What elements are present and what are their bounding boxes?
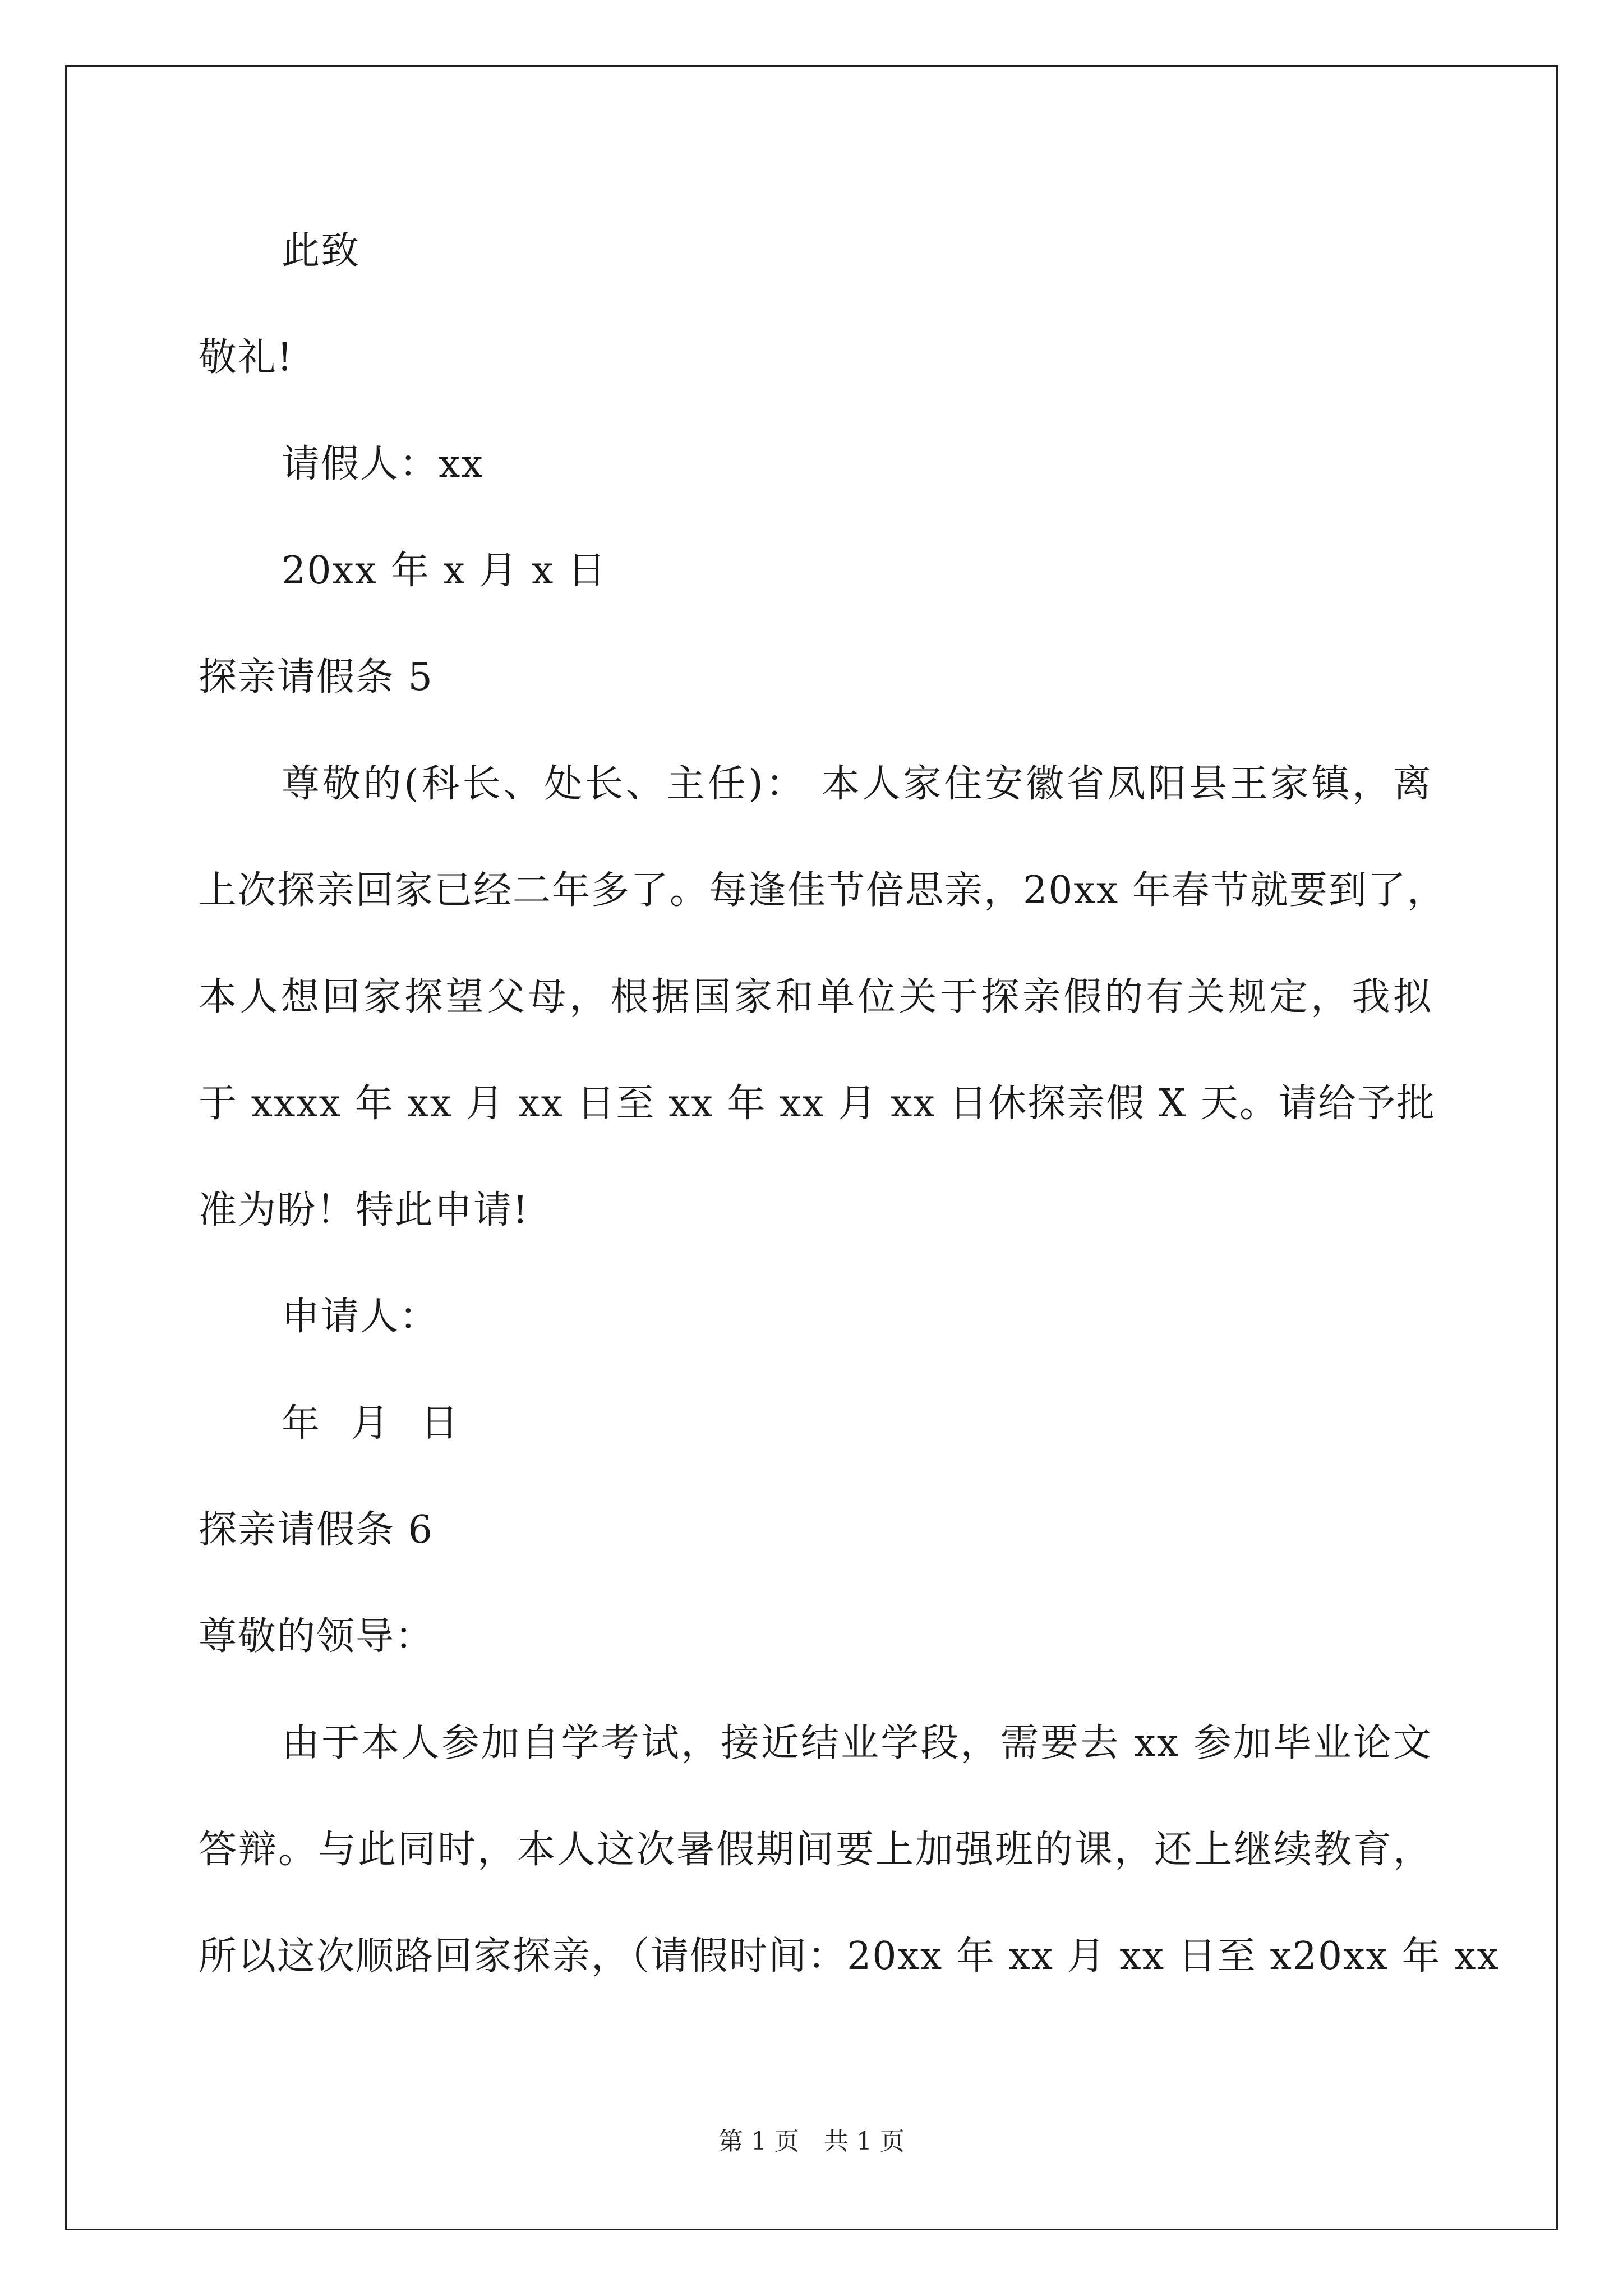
page-border (65, 65, 1558, 2230)
body-paragraph-line: 于 xxxx 年 xx 月 xx 日至 xx 年 xx 月 xx 日休探亲假 X 天。请给予批 (199, 1082, 1436, 1126)
closing-salutation: 此致 (282, 229, 361, 273)
salutation-line: 尊敬的领导： (199, 1614, 435, 1659)
body-paragraph-line: 由于本人参加自学考试，接近结业学段，需要去 xx 参加毕业论文 (282, 1721, 1432, 1765)
body-paragraph-line: 本人想回家探望父母，根据国家和单位关于探亲假的有关规定，我拟 (199, 975, 1432, 1019)
body-paragraph-line: 准为盼！特此申请! (199, 1188, 529, 1232)
date-line: 20xx 年 x 月 x 日 (282, 549, 607, 593)
body-paragraph-line: 上次探亲回家已经二年多了。每逢佳节倍思亲，20xx 年春节就要到了， (199, 868, 1446, 913)
page-footer: 第 1 页 共 1 页 (718, 2127, 905, 2156)
section-heading-5: 探亲请假条 5 (199, 655, 434, 700)
body-paragraph-line: 答辩。与此同时，本人这次暑假期间要上加强班的课，还上继续教育， (199, 1828, 1432, 1872)
section-heading-6: 探亲请假条 6 (199, 1508, 434, 1552)
closing-respect: 敬礼! (199, 335, 294, 380)
requester-line: 请假人：xx (282, 442, 484, 486)
date-blank-line: 年 月 日 (282, 1401, 460, 1446)
body-paragraph-line: 所以这次顺路回家探亲，（请假时间：20xx 年 xx 月 xx 日至 x20xx 年 xx (199, 1934, 1500, 1978)
body-paragraph-line: 尊敬的(科长、处长、主任)： 本人家住安徽省凤阳县王家镇，离 (282, 762, 1432, 806)
applicant-line: 申请人： (282, 1295, 439, 1339)
